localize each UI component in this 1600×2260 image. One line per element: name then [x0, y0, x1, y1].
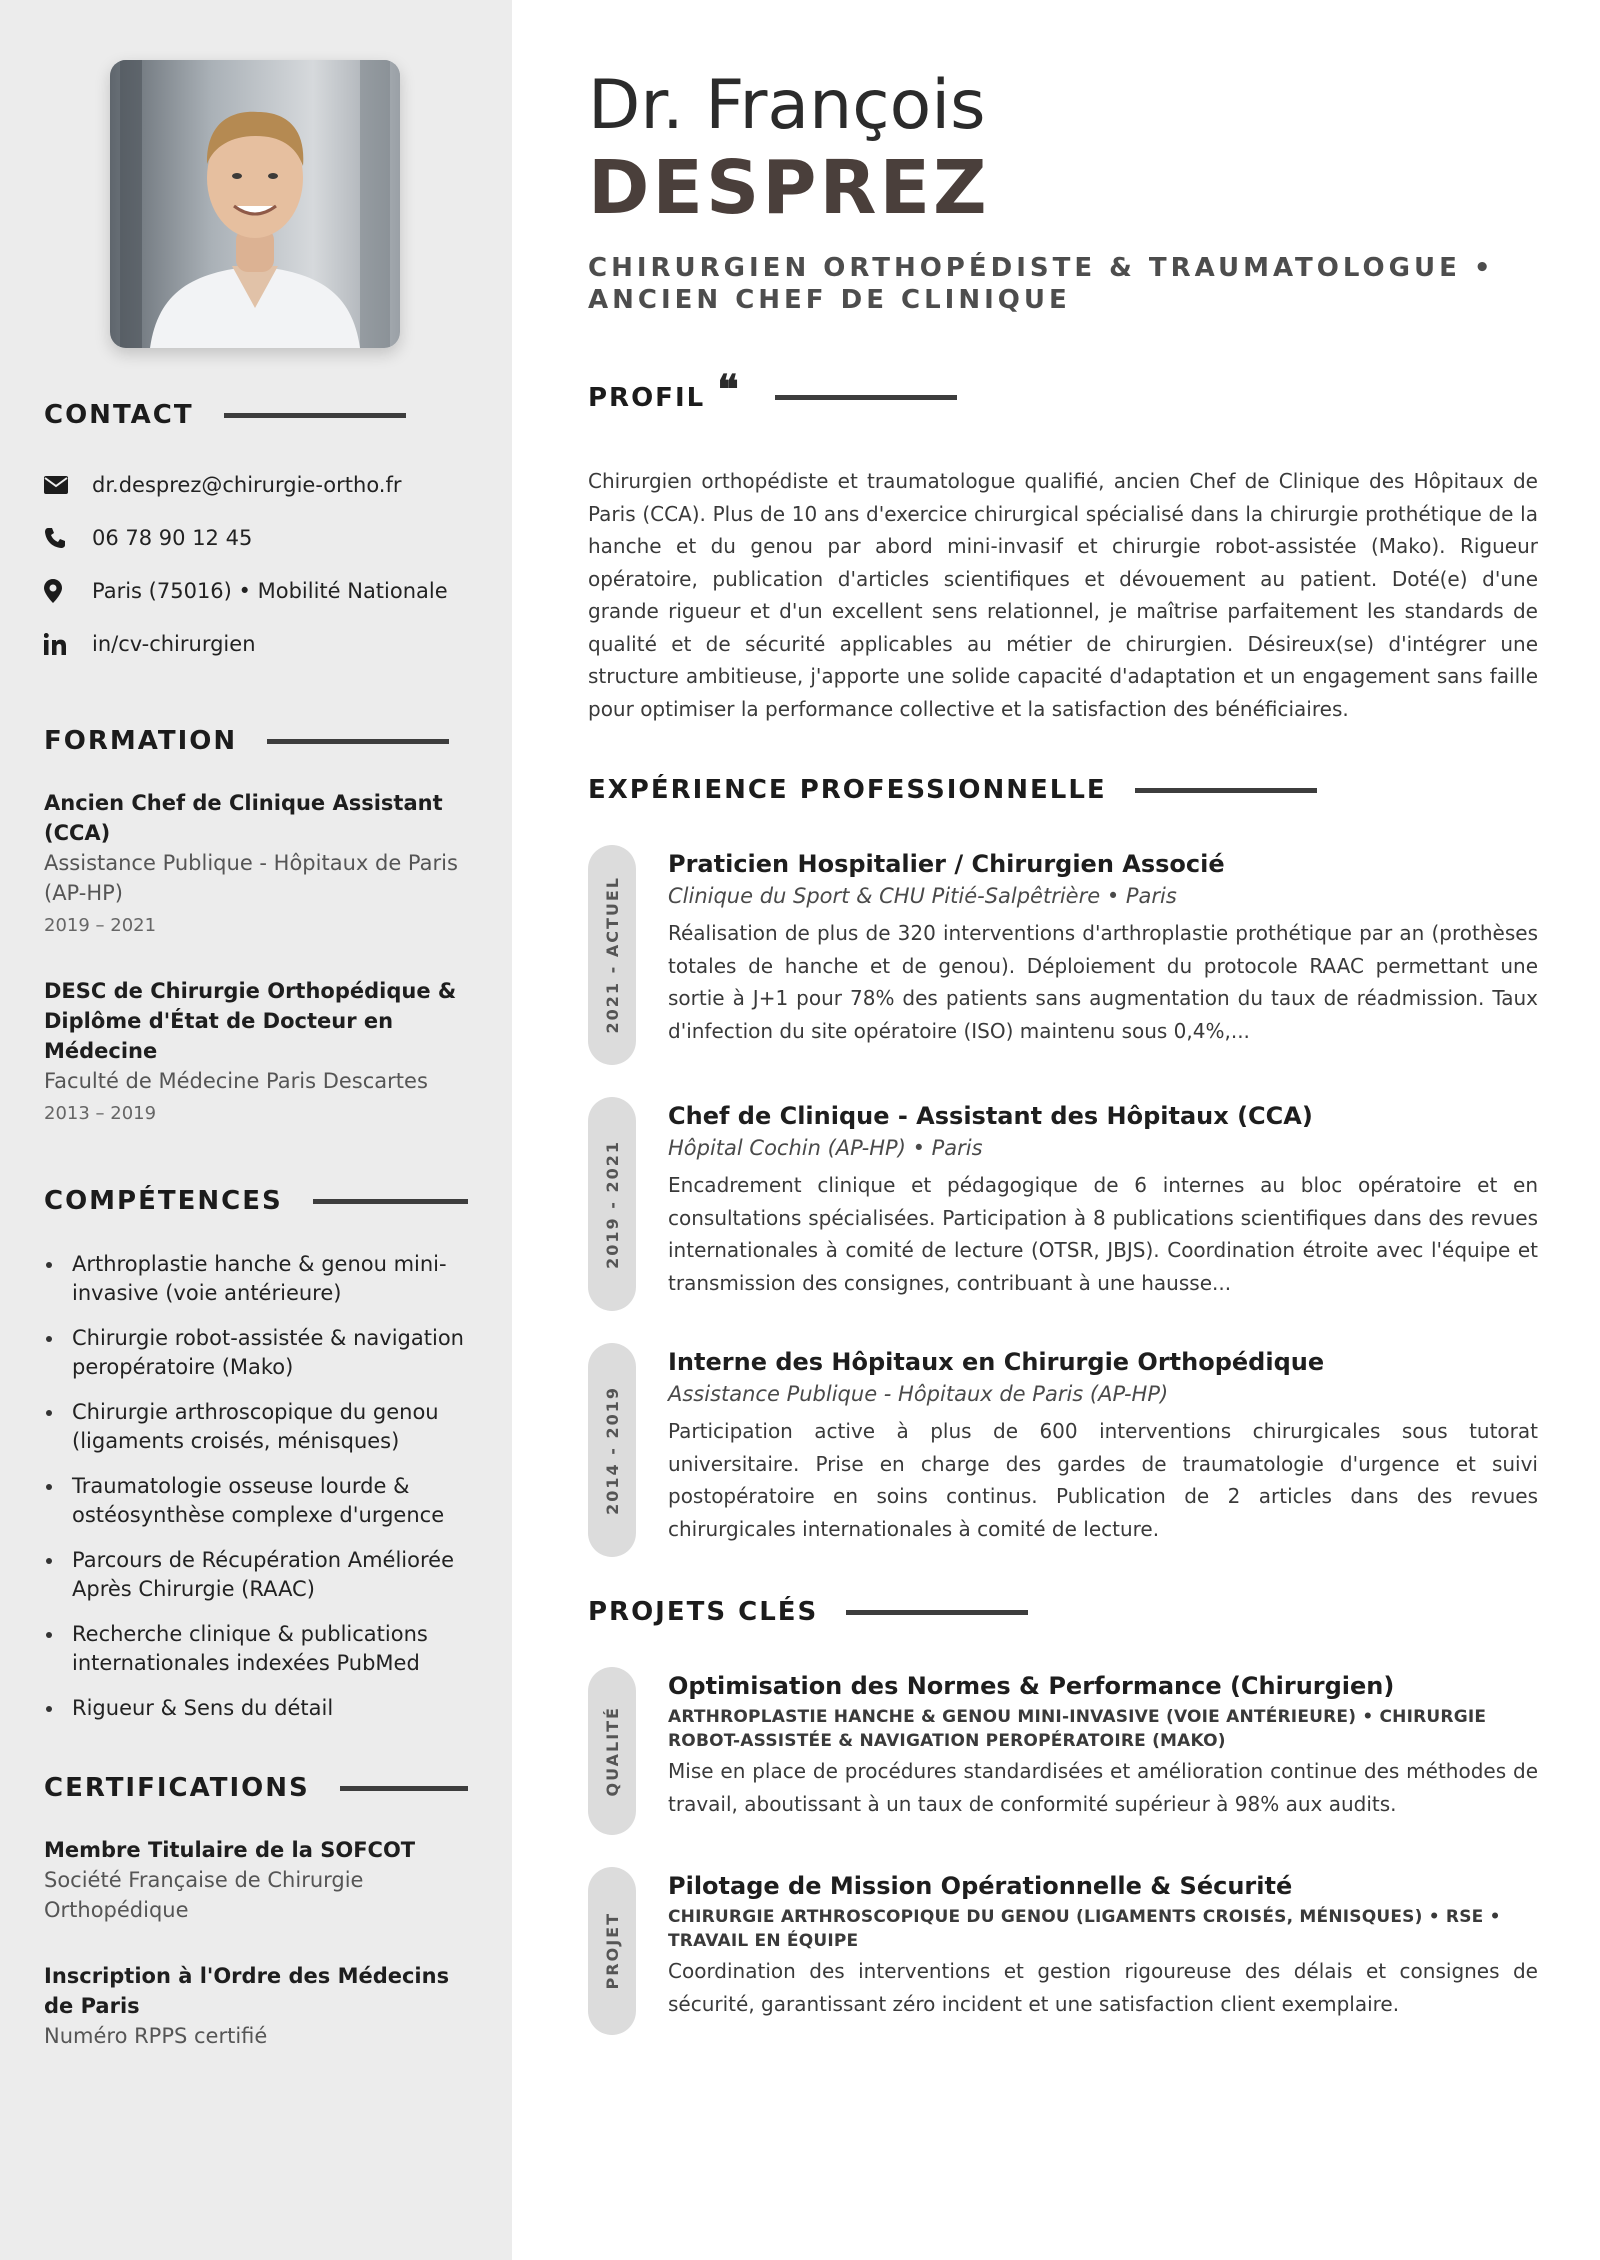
contact-email[interactable]: [44, 458, 468, 511]
phone-icon: [44, 527, 92, 549]
period-tab: [588, 1097, 636, 1311]
contact-list: [44, 458, 468, 670]
experience-desc: Réalisation de plus de 320 interventions d'arthroplastie prothétique par an (prothèses totales de hanche et de genou). Déploiement du protocole RAAC permettant une sortie à J+1 pour 78% des patients sans augmentation du taux de réadmission. Taux d'infection du site opératoire (ISO) maintenu sous 0,4%,...: [668, 921, 1538, 1043]
period-label: 2014 - 2019: [602, 1385, 622, 1515]
skill-item: Traumatologie osseuse lourde & ostéosynthèse complexe d'urgence: [44, 1472, 468, 1530]
profile-text: Chirurgien orthopédiste et traumatologue qualifié, ancien Chef de Clinique des Hôpitaux de Paris (CCA). Plus de 10 ans d'exercice chirurgical spécialisé dans la chirurgie prothétique de la hanche et du genou par abord mini-invasif et chirurgie robot-assistée (Mako). Rigueur opératoire, publication d'articles scientifiques et dévouement au patient. Doté(e) d'une grande rigueur et d'un excellent sens relationnel, je maîtrise parfaitement les standards de qualité et de sécurité applicables au métier de chirurgien. Désireux(se) d'intégrer une structure ambitieuse, j'apporte une solide capacité d'adaptation et un engagement sans faille pour optimiser la performance collective et la satisfaction des bénéficiaires.: [588, 469, 1538, 721]
certification-title: Inscription à l'Ordre des Médecins de Paris: [44, 1964, 450, 2018]
certifications-heading-text: CERTIFICATIONS: [44, 1773, 310, 1803]
experience-title: Chef de Clinique - Assistant des Hôpitaux (CCA): [668, 1102, 1313, 1130]
experience-entry: [588, 1097, 1538, 1311]
certifications-heading-rule: [340, 1786, 468, 1791]
contact-phone[interactable]: [44, 511, 468, 564]
skills-heading: [44, 1186, 468, 1216]
experience-body: [668, 845, 1538, 1065]
profile-photo: [110, 60, 400, 348]
experience-title: Interne des Hôpitaux en Chirurgie Orthopédique: [668, 1348, 1325, 1376]
certification-org: Société Française de Chirurgie Orthopédique: [44, 1868, 364, 1922]
contact-heading-text: CONTACT: [44, 400, 194, 430]
main-content: [512, 0, 1600, 2260]
contact-linkedin[interactable]: [44, 617, 468, 670]
certifications-section: [44, 1773, 468, 2051]
projects-heading-rule: [846, 1610, 1028, 1615]
experience-list: [588, 845, 1538, 1557]
phone-text: 06 78 90 12 45: [92, 525, 253, 550]
email-text: dr.desprez@chirurgie-ortho.fr: [92, 472, 402, 497]
location-text: Paris (75016) • Mobilité Nationale: [92, 578, 448, 603]
skill-item: Parcours de Récupération Améliorée Après Chirurgie (RAAC): [44, 1546, 468, 1604]
job-title-line-2: ANCIEN CHEF DE CLINIQUE: [588, 285, 1071, 315]
skills-section: [44, 1186, 468, 1723]
contact-location: [44, 564, 468, 617]
certification-item: [44, 1961, 468, 2051]
project-tags: CHIRURGIE ARTHROSCOPIQUE DU GENOU (LIGAMENTS CROISÉS, MÉNISQUES) • RSE • TRAVAIL EN ÉQUIPE: [668, 1907, 1501, 1951]
skill-item: Rigueur & Sens du détail: [44, 1694, 468, 1723]
project-desc: Mise en place de procédures standardisées et amélioration continue des méthodes de travail, aboutissant à un taux de conformité supérieur à 98% aux audits.: [668, 1759, 1538, 1816]
skill-item: Arthroplastie hanche & genou mini-invasive (voie antérieure): [44, 1250, 468, 1308]
project-entry: [588, 1667, 1538, 1835]
profile-heading-text: PROFIL: [588, 382, 706, 413]
experience-org: Clinique du Sport & CHU Pitié-Salpêtrière • Paris: [668, 884, 1177, 908]
project-tags: ARTHROPLASTIE HANCHE & GENOU MINI-INVASIVE (VOIE ANTÉRIEURE) • CHIRURGIE ROBOT-ASSISTÉE & NAVIGATION PEROPÉRATOIRE (MAKO): [668, 1707, 1487, 1751]
experience-heading-text: EXPÉRIENCE PROFESSIONNELLE: [588, 775, 1107, 805]
skill-item: Recherche clinique & publications internationales indexées PubMed: [44, 1620, 468, 1678]
formation-date: 2013 – 2019: [44, 1103, 157, 1124]
job-title: [588, 252, 1538, 316]
skills-heading-text: COMPÉTENCES: [44, 1186, 283, 1216]
profile-heading-rule: [775, 395, 957, 400]
project-desc: Coordination des interventions et gestion rigoureuse des délais et consignes de sécurité, garantissant zéro incident et une satisfaction client exemplaire.: [668, 1959, 1538, 2016]
projects-list: [588, 1667, 1538, 2035]
contact-heading: [44, 400, 468, 430]
project-tab: [588, 1867, 636, 2035]
skill-item: Chirurgie arthroscopique du genou (ligaments croisés, ménisques): [44, 1398, 468, 1456]
skill-item: Chirurgie robot-assistée & navigation peropératoire (Mako): [44, 1324, 468, 1382]
project-tab: [588, 1667, 636, 1835]
map-pin-icon: [44, 579, 92, 603]
formation-section: [44, 726, 468, 1128]
project-entry: [588, 1867, 1538, 2035]
formation-title: Ancien Chef de Clinique Assistant (CCA): [44, 791, 443, 845]
envelope-icon: [44, 476, 92, 494]
experience-body: [668, 1097, 1538, 1311]
certification-org: Numéro RPPS certifié: [44, 2024, 268, 2048]
formation-item: [44, 788, 468, 940]
certification-title: Membre Titulaire de la SOFCOT: [44, 1838, 416, 1862]
project-body: [668, 1667, 1538, 1835]
formation-heading-text: FORMATION: [44, 726, 238, 756]
last-name: DESPREZ: [588, 145, 990, 231]
period-label: 2021 - ACTUEL: [602, 876, 622, 1034]
contact-section: [44, 400, 468, 670]
period-label: 2019 - 2021: [602, 1139, 622, 1269]
contact-heading-rule: [224, 413, 406, 418]
quote-icon: ❝: [717, 366, 741, 413]
linkedin-icon: [44, 633, 92, 655]
linkedin-text: in/cv-chirurgien: [92, 631, 256, 656]
skills-list: [44, 1250, 468, 1723]
period-tab: [588, 845, 636, 1065]
formation-title: DESC de Chirurgie Orthopédique & Diplôme d'État de Docteur en Médecine: [44, 979, 457, 1063]
formation-item: [44, 976, 468, 1128]
project-body: [668, 1867, 1538, 2035]
experience-entry: [588, 845, 1538, 1065]
projects-heading-text: PROJETS CLÉS: [588, 1597, 819, 1627]
first-name: Dr. François: [588, 66, 986, 145]
formation-org: Assistance Publique - Hôpitaux de Paris (AP-HP): [44, 851, 458, 905]
experience-org: Hôpital Cochin (AP-HP) • Paris: [668, 1136, 983, 1160]
experience-org: Assistance Publique - Hôpitaux de Paris (AP-HP): [668, 1382, 1169, 1406]
experience-title: Praticien Hospitalier / Chirurgien Associé: [668, 850, 1225, 878]
project-label: PROJET: [602, 1912, 622, 1990]
period-tab: [588, 1343, 636, 1557]
formation-heading: [44, 726, 468, 756]
skills-heading-rule: [313, 1199, 468, 1204]
experience-body: [668, 1343, 1538, 1557]
certifications-heading: [44, 1773, 468, 1803]
job-title-line-1: CHIRURGIEN ORTHOPÉDISTE & TRAUMATOLOGUE •: [588, 253, 1495, 283]
formation-heading-rule: [267, 739, 449, 744]
experience-desc: Encadrement clinique et pédagogique de 6 internes au bloc opératoire et en consultations spécialisées. Participation à 8 publications scientifiques dans des revues internationales à comité de lecture (OTSR, JBJS). Coordination étroite avec l'équipe et transmission des consignes, contribuant à une hausse...: [668, 1173, 1538, 1295]
experience-entry: [588, 1343, 1538, 1557]
certification-item: [44, 1835, 468, 1925]
experience-desc: Participation active à plus de 600 interventions chirurgicales sous tutorat universitaire. Prise en charge des gardes de traumatologie d'urgence et suivi postopératoire en soins continus. Publication de 2 articles dans des revues chirurgicales internationales à comité de lecture.: [668, 1419, 1538, 1541]
project-title: Optimisation des Normes & Performance (Chirurgien): [668, 1672, 1395, 1700]
formation-date: 2019 – 2021: [44, 915, 157, 936]
projects-heading: [588, 1597, 1538, 1627]
sidebar: [0, 0, 512, 2260]
experience-heading: [588, 775, 1538, 805]
experience-heading-rule: [1135, 788, 1317, 793]
project-label: QUALITÉ: [602, 1705, 622, 1797]
formation-org: Faculté de Médecine Paris Descartes: [44, 1069, 428, 1093]
profile-heading: [588, 366, 1538, 421]
project-title: Pilotage de Mission Opérationnelle & Sécurité: [668, 1872, 1293, 1900]
